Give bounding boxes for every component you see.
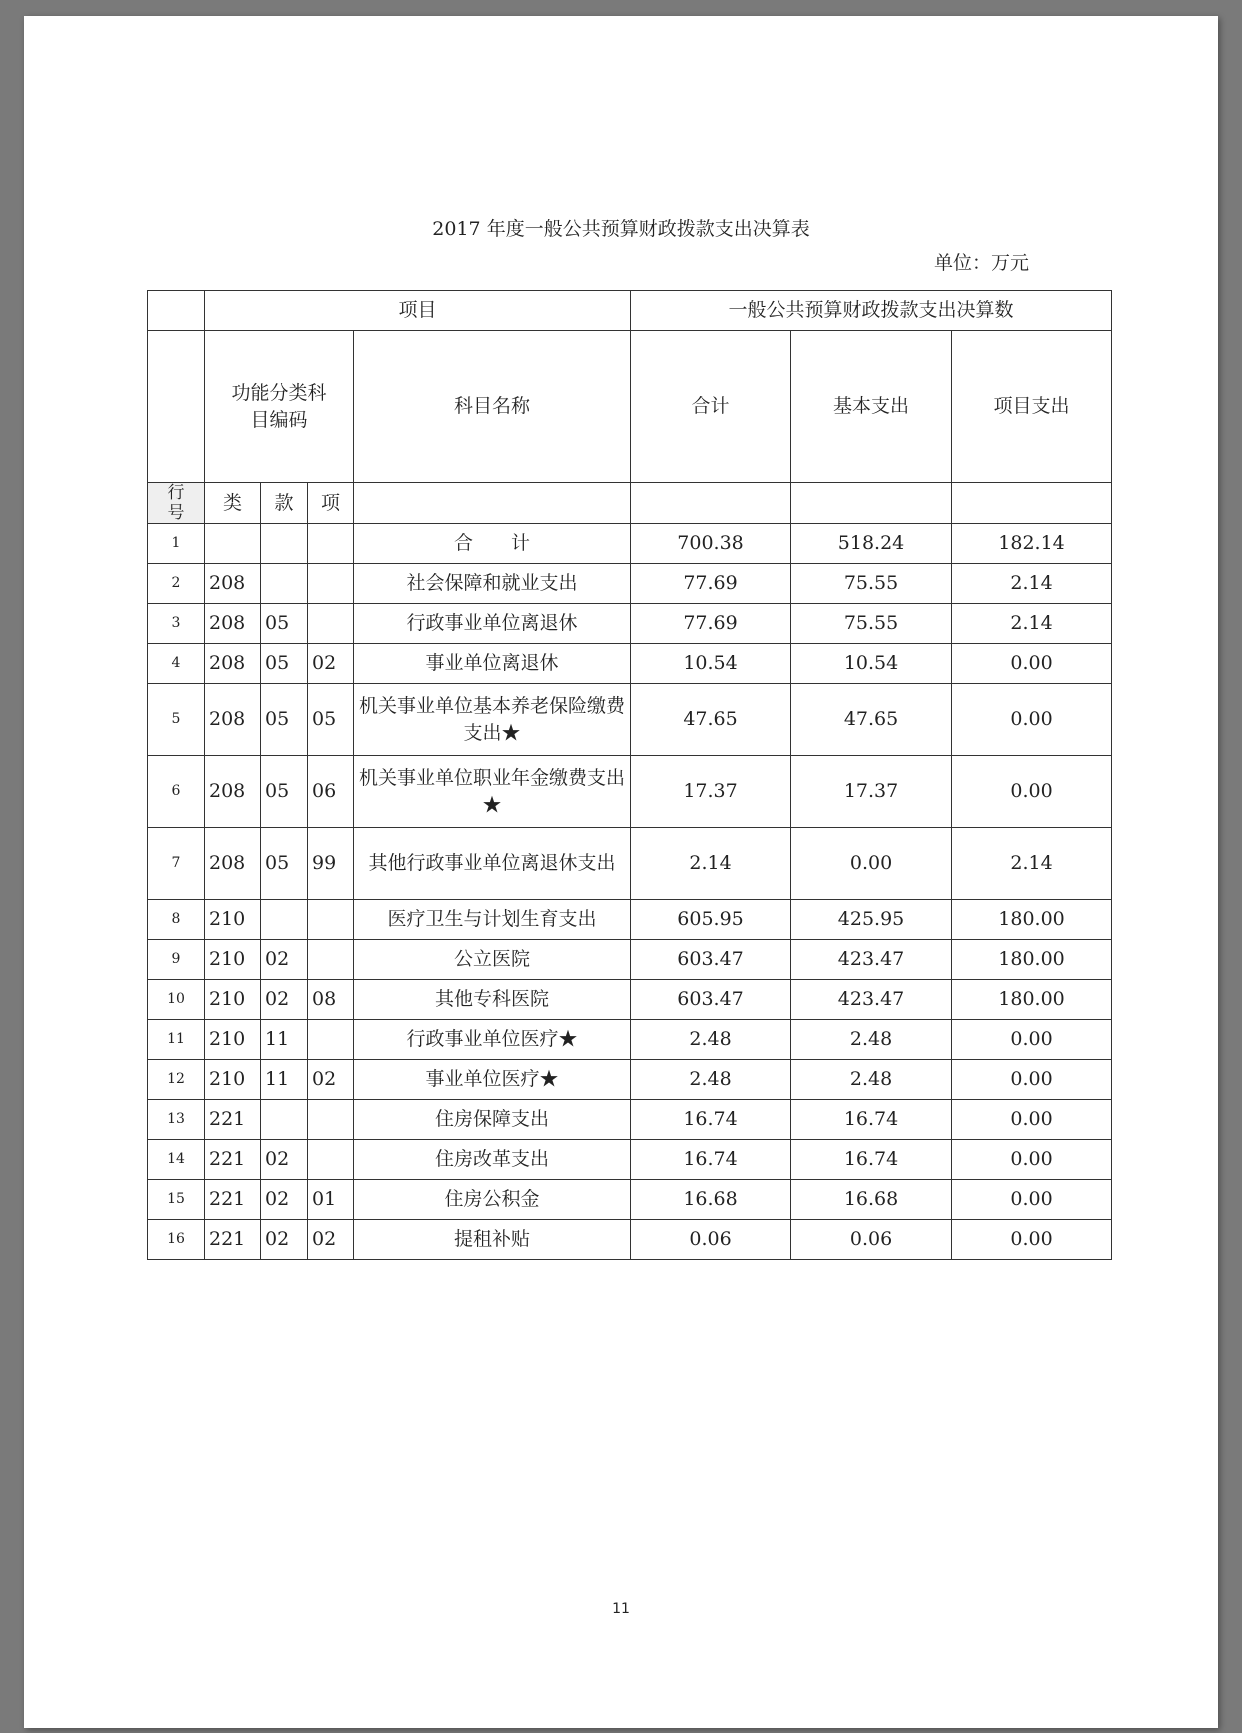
xiang-cell: 02 [308,1060,354,1100]
project-cell: 0.00 [952,1020,1112,1060]
kuan-cell: 11 [261,1060,308,1100]
row-number-cell: 16 [148,1220,205,1260]
project-cell: 2.14 [952,564,1112,604]
header-func-code: 功能分类科目编码 [205,331,354,483]
basic-cell: 2.48 [791,1020,952,1060]
header-row-no: 行号 [148,483,205,524]
project-cell: 0.00 [952,756,1112,828]
row-number-cell: 5 [148,684,205,756]
basic-cell: 0.06 [791,1220,952,1260]
subject-name-cell: 其他行政事业单位离退休支出 [354,828,631,900]
row-number-cell: 8 [148,900,205,940]
project-cell: 0.00 [952,1100,1112,1140]
table-row [148,564,1112,604]
total-cell: 2.48 [631,1020,791,1060]
header-empty [791,483,952,524]
header-kuan: 款 [261,483,308,524]
project-cell: 0.00 [952,1220,1112,1260]
row-number-cell: 10 [148,980,205,1020]
table-row [148,900,1112,940]
header-amount-group: 一般公共预算财政拨款支出决算数 [631,291,1112,331]
basic-cell: 2.48 [791,1060,952,1100]
xiang-cell [308,900,354,940]
lei-cell: 208 [205,644,261,684]
row-number-cell: 13 [148,1100,205,1140]
table-row [148,756,1112,828]
table-row [148,1020,1112,1060]
project-cell: 2.14 [952,604,1112,644]
kuan-cell: 02 [261,1140,308,1180]
basic-cell: 10.54 [791,644,952,684]
lei-cell: 210 [205,940,261,980]
basic-cell: 425.95 [791,900,952,940]
lei-cell: 208 [205,564,261,604]
header-row-1 [148,291,1112,331]
header-row-3 [148,483,1112,524]
kuan-cell: 11 [261,1020,308,1060]
header-basic: 基本支出 [791,331,952,483]
total-cell: 603.47 [631,940,791,980]
project-cell: 0.00 [952,1060,1112,1100]
basic-cell: 17.37 [791,756,952,828]
total-cell: 16.74 [631,1100,791,1140]
xiang-cell: 05 [308,684,354,756]
total-cell: 16.68 [631,1180,791,1220]
total-cell: 17.37 [631,756,791,828]
project-cell: 0.00 [952,684,1112,756]
xiang-cell [308,1100,354,1140]
header-empty [631,483,791,524]
xiang-cell [308,1020,354,1060]
total-cell: 77.69 [631,604,791,644]
project-cell: 0.00 [952,644,1112,684]
table-row [148,604,1112,644]
row-number-cell: 1 [148,524,205,564]
total-cell: 700.38 [631,524,791,564]
total-cell: 47.65 [631,684,791,756]
total-cell: 77.69 [631,564,791,604]
xiang-cell [308,564,354,604]
subject-name-cell: 行政事业单位医疗★ [354,1020,631,1060]
kuan-cell: 05 [261,604,308,644]
total-cell: 2.14 [631,828,791,900]
lei-cell: 210 [205,1020,261,1060]
table-row [148,1100,1112,1140]
subject-name-cell: 住房保障支出 [354,1100,631,1140]
xiang-cell: 02 [308,644,354,684]
subject-name-cell: 合 计 [354,524,631,564]
lei-cell: 208 [205,684,261,756]
header-empty [354,483,631,524]
row-number-cell: 15 [148,1180,205,1220]
header-subject-name: 科目名称 [354,331,631,483]
table-row [148,828,1112,900]
row-number-cell: 11 [148,1020,205,1060]
subject-name-cell: 其他专科医院 [354,980,631,1020]
table-row [148,1140,1112,1180]
project-cell: 180.00 [952,940,1112,980]
expenditure-table [147,290,1112,1260]
project-cell: 180.00 [952,900,1112,940]
subject-name-cell: 机关事业单位基本养老保险缴费支出★ [354,684,631,756]
total-cell: 10.54 [631,644,791,684]
project-cell: 182.14 [952,524,1112,564]
lei-cell: 208 [205,756,261,828]
basic-cell: 47.65 [791,684,952,756]
subject-name-cell: 住房公积金 [354,1180,631,1220]
lei-cell: 221 [205,1180,261,1220]
table-row [148,644,1112,684]
basic-cell: 518.24 [791,524,952,564]
xiang-cell: 02 [308,1220,354,1260]
kuan-cell [261,1100,308,1140]
lei-cell: 221 [205,1220,261,1260]
header-lei: 类 [205,483,261,524]
basic-cell: 75.55 [791,564,952,604]
kuan-cell [261,524,308,564]
row-number-cell: 4 [148,644,205,684]
project-cell: 0.00 [952,1140,1112,1180]
row-number-cell: 6 [148,756,205,828]
kuan-cell: 02 [261,1220,308,1260]
xiang-cell [308,604,354,644]
subject-name-cell: 事业单位医疗★ [354,1060,631,1100]
kuan-cell [261,900,308,940]
subject-name-cell: 医疗卫生与计划生育支出 [354,900,631,940]
row-number-cell: 14 [148,1140,205,1180]
kuan-cell: 05 [261,684,308,756]
kuan-cell: 02 [261,940,308,980]
subject-name-cell: 行政事业单位离退休 [354,604,631,644]
kuan-cell: 05 [261,644,308,684]
xiang-cell: 08 [308,980,354,1020]
row-number-cell: 9 [148,940,205,980]
header-total: 合计 [631,331,791,483]
table-row [148,1060,1112,1100]
xiang-cell [308,940,354,980]
kuan-cell [261,564,308,604]
header-empty [952,483,1112,524]
header-item-group: 项目 [205,291,631,331]
project-cell: 2.14 [952,828,1112,900]
header-blank-cell [148,291,205,331]
table-row [148,524,1112,564]
total-cell: 2.48 [631,1060,791,1100]
project-cell: 0.00 [952,1180,1112,1220]
unit-label: 单位：万元 [934,252,1030,274]
lei-cell: 208 [205,828,261,900]
xiang-cell: 01 [308,1180,354,1220]
basic-cell: 0.00 [791,828,952,900]
row-number-cell: 3 [148,604,205,644]
kuan-cell: 02 [261,980,308,1020]
xiang-cell: 99 [308,828,354,900]
subject-name-cell: 机关事业单位职业年金缴费支出★ [354,756,631,828]
table-row [148,940,1112,980]
subject-name-cell: 事业单位离退休 [354,644,631,684]
basic-cell: 16.74 [791,1140,952,1180]
kuan-cell: 05 [261,828,308,900]
basic-cell: 423.47 [791,980,952,1020]
xiang-cell [308,1140,354,1180]
xiang-cell [308,524,354,564]
total-cell: 16.74 [631,1140,791,1180]
lei-cell: 210 [205,980,261,1020]
page-number: 11 [612,1601,630,1617]
total-cell: 603.47 [631,980,791,1020]
total-cell: 605.95 [631,900,791,940]
total-cell: 0.06 [631,1220,791,1260]
subject-name-cell: 提租补贴 [354,1220,631,1260]
page-title: 2017 年度一般公共预算财政拨款支出决算表 [432,218,810,240]
basic-cell: 75.55 [791,604,952,644]
xiang-cell: 06 [308,756,354,828]
lei-cell: 210 [205,900,261,940]
header-xiang: 项 [308,483,354,524]
project-cell: 180.00 [952,980,1112,1020]
row-number-cell: 12 [148,1060,205,1100]
subject-name-cell: 住房改革支出 [354,1140,631,1180]
lei-cell [205,524,261,564]
row-number-cell: 7 [148,828,205,900]
lei-cell: 208 [205,604,261,644]
subject-name-cell: 公立医院 [354,940,631,980]
subject-name-cell: 社会保障和就业支出 [354,564,631,604]
table-row [148,1180,1112,1220]
lei-cell: 210 [205,1060,261,1100]
header-project: 项目支出 [952,331,1112,483]
basic-cell: 16.74 [791,1100,952,1140]
lei-cell: 221 [205,1100,261,1140]
header-blank-cell [148,331,205,483]
basic-cell: 16.68 [791,1180,952,1220]
document-page [24,16,1218,1728]
lei-cell: 221 [205,1140,261,1180]
row-number-cell: 2 [148,564,205,604]
table-row [148,684,1112,756]
table-row [148,1220,1112,1260]
basic-cell: 423.47 [791,940,952,980]
table-row [148,980,1112,1020]
header-row-2 [148,331,1112,483]
kuan-cell: 05 [261,756,308,828]
kuan-cell: 02 [261,1180,308,1220]
